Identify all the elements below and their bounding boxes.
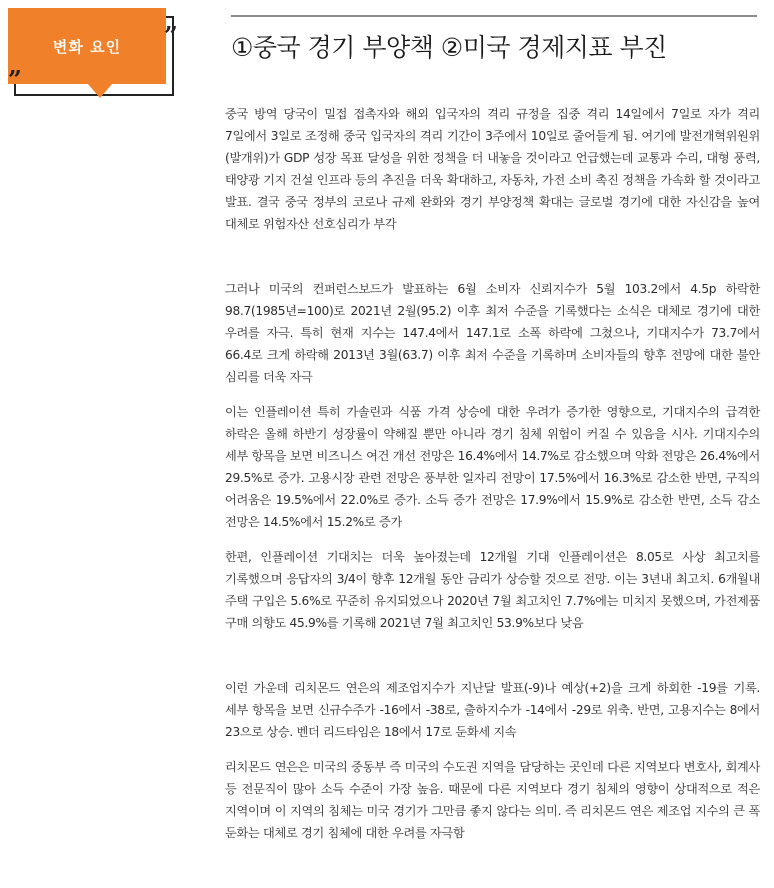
- paragraph-richmond-meaning: 리치몬드 연은은 미국의 중동부 즉 미국의 수도권 지역을 담당하는 곳인데 다른 지역보다 변호사, 회계사 등 전문직이 많아 소득 수준이 가장 높음. 때문에 다른 지역보다 경기 침체의 영향이 상대적으로 적은 지역이며 이 지역의 침체는 미국 경기가 그만큼 좋지 않다는 의미. 즉 리치몬드 연은 제조업 지수의 큰 폭 둔화는 대체로 경기 침체에 대한 우려를 자극함: [225, 760, 760, 840]
- paragraph-expectations-detail: 이는 인플레이션 특히 가솔린과 식품 가격 상승에 대한 우려가 증가한 영향으로, 기대지수의 급격한 하락은 올해 하반기 성장률이 약해질 뿐만 아니라 경기 침체 위험이 커질 수 있음을 시사. 기대지수의 세부 항목을 보면 비즈니스 여건 개선 전망은 16.4%에서 14.7%로 감소했으며 악화 전망은 26.4%에서 29.5%로 증가. 고용시장 관련 전망은 풍부한 일자리 전망이 17.5%에서 16.3%로 감소한 반면, 구직의 어려움은 19.5%에서 22.0%로 증가. 소득 증가 전망은 17.9%에서 15.9%로 감소한 반면, 소득 감소 전망은 14.5%에서 15.2%로 증가: [225, 405, 760, 529]
- paragraph-inflation-expectations: 한편, 인플레이션 기대치는 더욱 높아졌는데 12개월 기대 인플레이션은 8.05로 사상 최고치를 기록했으며 응답자의 3/4이 향후 12개월 동안 금리가 상승할 것으로 전망. 이는 3년내 최고치. 6개월내 주택 구입은 5.6%로 꾸준히 유지되었으나 2020년 7월 최고치인 7.7%에는 미치지 못했으며, 가전제품 구매 의향도 45.9%를 기록해 2021년 7월 최고치인 53.9%보다 낮음: [225, 550, 760, 630]
- paragraph-china-stimulus: 중국 방역 당국이 밀접 접촉자와 해외 입국자의 격리 규정을 집중 격리 14일에서 7일로 자가 격리 7일에서 3일로 조정해 중국 입국자의 격리 기간이 3주에서 10일로 줄어들게 됨. 여기에 발전개혁위원위(발개위)가 GDP 성장 목표 달성을 위한 정책을 더 내놓을 것이라고 언급했는데 교통과 수리, 대형 풍력, 태양광 기지 건설 인프라 등의 추진을 더욱 확대하고, 자동차, 가전 소비 촉진 정책을 가속화 할 것이라고 발표. 결국 중국 정부의 코로나 규제 완화와 경기 부양정책 확대는 글로벌 경기에 대한 자신감을 높여 대체로 위험자산 선호심리가 부각: [225, 107, 760, 231]
- paragraph-consumer-confidence: 그러나 미국의 컨퍼런스보드가 발표하는 6월 소비자 신뢰지수가 5월 103.2에서 4.5p 하락한 98.7(1985년=100)로 2021년 2월(95.2) 이후 최저 수준을 기록했다는 소식은 대체로 경기에 대한 우려를 자극. 특히 현재 지수는 147.4에서 147.1로 소폭 하락에 그쳤으나, 기대지수가 73.7에서 66.4로 크게 하락해 2013년 3월(63.7) 이후 최저 수준을 기록하며 소비자들의 향후 전망에 대한 불안 심리를 더욱 자극: [225, 282, 760, 384]
- page-title: ①중국 경기 부양책 ②미국 경제지표 부진: [231, 33, 667, 62]
- tag-pointer: [88, 84, 112, 98]
- article-body: [225, 103, 760, 844]
- quote-close-icon: ”: [164, 21, 178, 50]
- tag-label: 변화 요인: [52, 37, 122, 56]
- quote-open-icon: ”: [8, 65, 22, 94]
- paragraph-richmond-index: 이런 가운데 리치몬드 연은의 제조업지수가 지난달 발표(-9)나 예상(+2)을 크게 하회한 -19를 기록. 세부 항목을 보면 신규수주가 -16에서 -38로, 출하지수가 -14에서 -29로 위축. 반면, 고용지수는 8에서 23으로 상승. 벤더 리드타임은 18에서 17로 둔화세 지속: [225, 681, 760, 739]
- category-tag: [8, 8, 178, 108]
- title-rule: [231, 15, 757, 17]
